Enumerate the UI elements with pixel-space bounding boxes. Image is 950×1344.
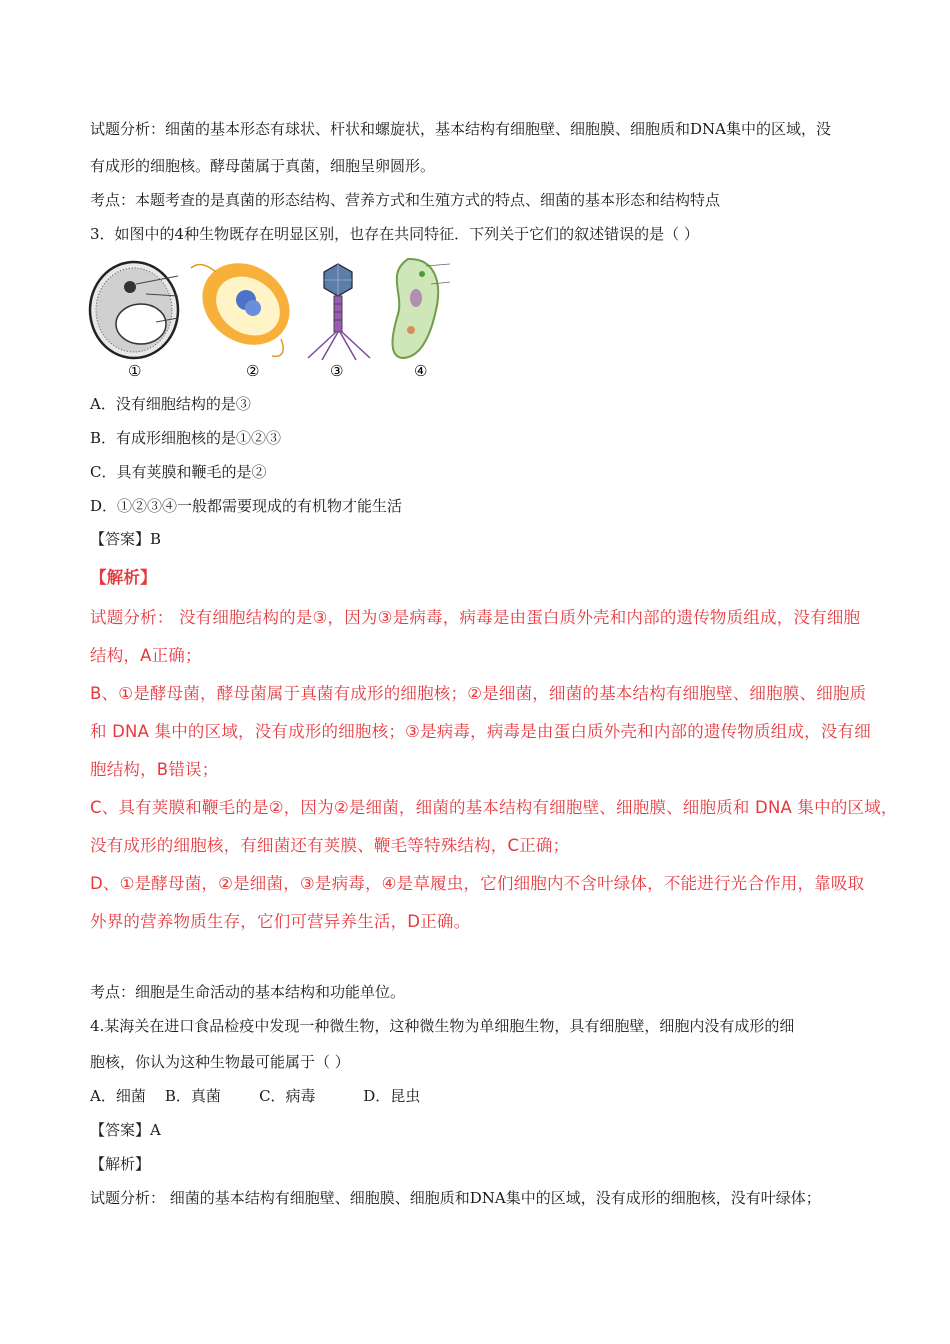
bacterium-illustration (187, 254, 306, 362)
virus-illustration (308, 264, 370, 360)
option-3d: D．①②③④一般都需要现成的有机物才能生活 (90, 497, 403, 515)
figure-label-1: ① (128, 362, 142, 380)
options-4: A．细菌 B．真菌 C．病毒 D．昆虫 (90, 1087, 421, 1105)
analysis-3-line-5: 胞结构，B错误； (90, 760, 219, 779)
question-4-line-1: 4.某海关在进口食品检疫中发现一种微生物，这种微生物为单细胞生物，具有细胞壁，细胞内没有成形的细 (90, 1017, 795, 1035)
option-3b: B．有成形细胞核的是①②③ (90, 429, 282, 447)
analysis-3-line-7: 没有成形的细胞核，有细菌还有荚膜、鞭毛等特殊结构，C正确； (90, 836, 570, 855)
analysis-3-line-3: B、①是酵母菌，酵母菌属于真菌有成形的细胞核；②是细菌，细菌的基本结构有细胞壁、细胞膜、细胞质 (90, 684, 867, 703)
analysis-4-line-1: 试题分析： 细菌的基本结构有细胞壁、细胞膜、细胞质和DNA集中的区域，没有成形的细胞核，没有叶绿体； (90, 1189, 821, 1207)
analysis-heading-3: 【解析】 (90, 568, 157, 587)
figure-label-2: ② (246, 362, 260, 380)
answer-3: 【答案】B (90, 530, 162, 548)
point-line: 考点：本题考查的是真菌的形态结构、营养方式和生殖方式的特点、细菌的基本形态和结构特点 (90, 191, 721, 209)
analysis-3-line-1: 试题分析： 没有细胞结构的是③，因为③是病毒，病毒是由蛋白质外壳和内部的遗传物质组成，没有细胞 (90, 608, 861, 627)
analysis-3-line-6: C、具有荚膜和鞭毛的是②，因为②是细菌，细菌的基本结构有细胞壁、细胞膜、细胞质和 DNA 集中的区域， (90, 798, 898, 817)
analysis-line-2: 有成形的细胞核。酵母菌属于真菌，细胞呈卵圆形。 (90, 157, 436, 175)
analysis-3-line-8: D、①是酵母菌，②是细菌，③是病毒，④是草履虫，它们细胞内不含叶绿体，不能进行光合作用，靠吸取 (90, 874, 865, 893)
analysis-3-line-2: 结构，A正确； (90, 646, 202, 665)
yeast-cell-illustration (90, 262, 178, 358)
paramecium-illustration (393, 259, 451, 358)
option-3a: A．没有细胞结构的是③ (90, 395, 251, 413)
option-3c: C．具有荚膜和鞭毛的是② (90, 463, 267, 481)
analysis-line-1: 试题分析：细菌的基本形态有球状、杆状和螺旋状，基本结构有细胞壁、细胞膜、细胞质和DNA集中的区域，没 (90, 120, 831, 138)
question-3: 3．如图中的4种生物既存在明显区别，也存在共同特征．下列关于它们的叙述错误的是（ ） (90, 225, 699, 243)
organisms-figure (86, 254, 456, 380)
point-3: 考点：细胞是生命活动的基本结构和功能单位。 (90, 983, 406, 1001)
figure-label-4: ④ (414, 362, 428, 380)
answer-4: 【答案】A (90, 1121, 161, 1139)
question-4-line-2: 胞核，你认为这种生物最可能属于（ ） (90, 1053, 350, 1071)
analysis-3-line-9: 外界的营养物质生存，它们可营异养生活，D正确。 (90, 912, 471, 931)
analysis-3-line-4: 和 DNA 集中的区域，没有成形的细胞核；③是病毒，病毒是由蛋白质外壳和内部的遗传物质组成，没有细 (90, 722, 871, 741)
analysis-heading-4: 【解析】 (90, 1155, 151, 1173)
figure-label-3: ③ (330, 362, 344, 380)
